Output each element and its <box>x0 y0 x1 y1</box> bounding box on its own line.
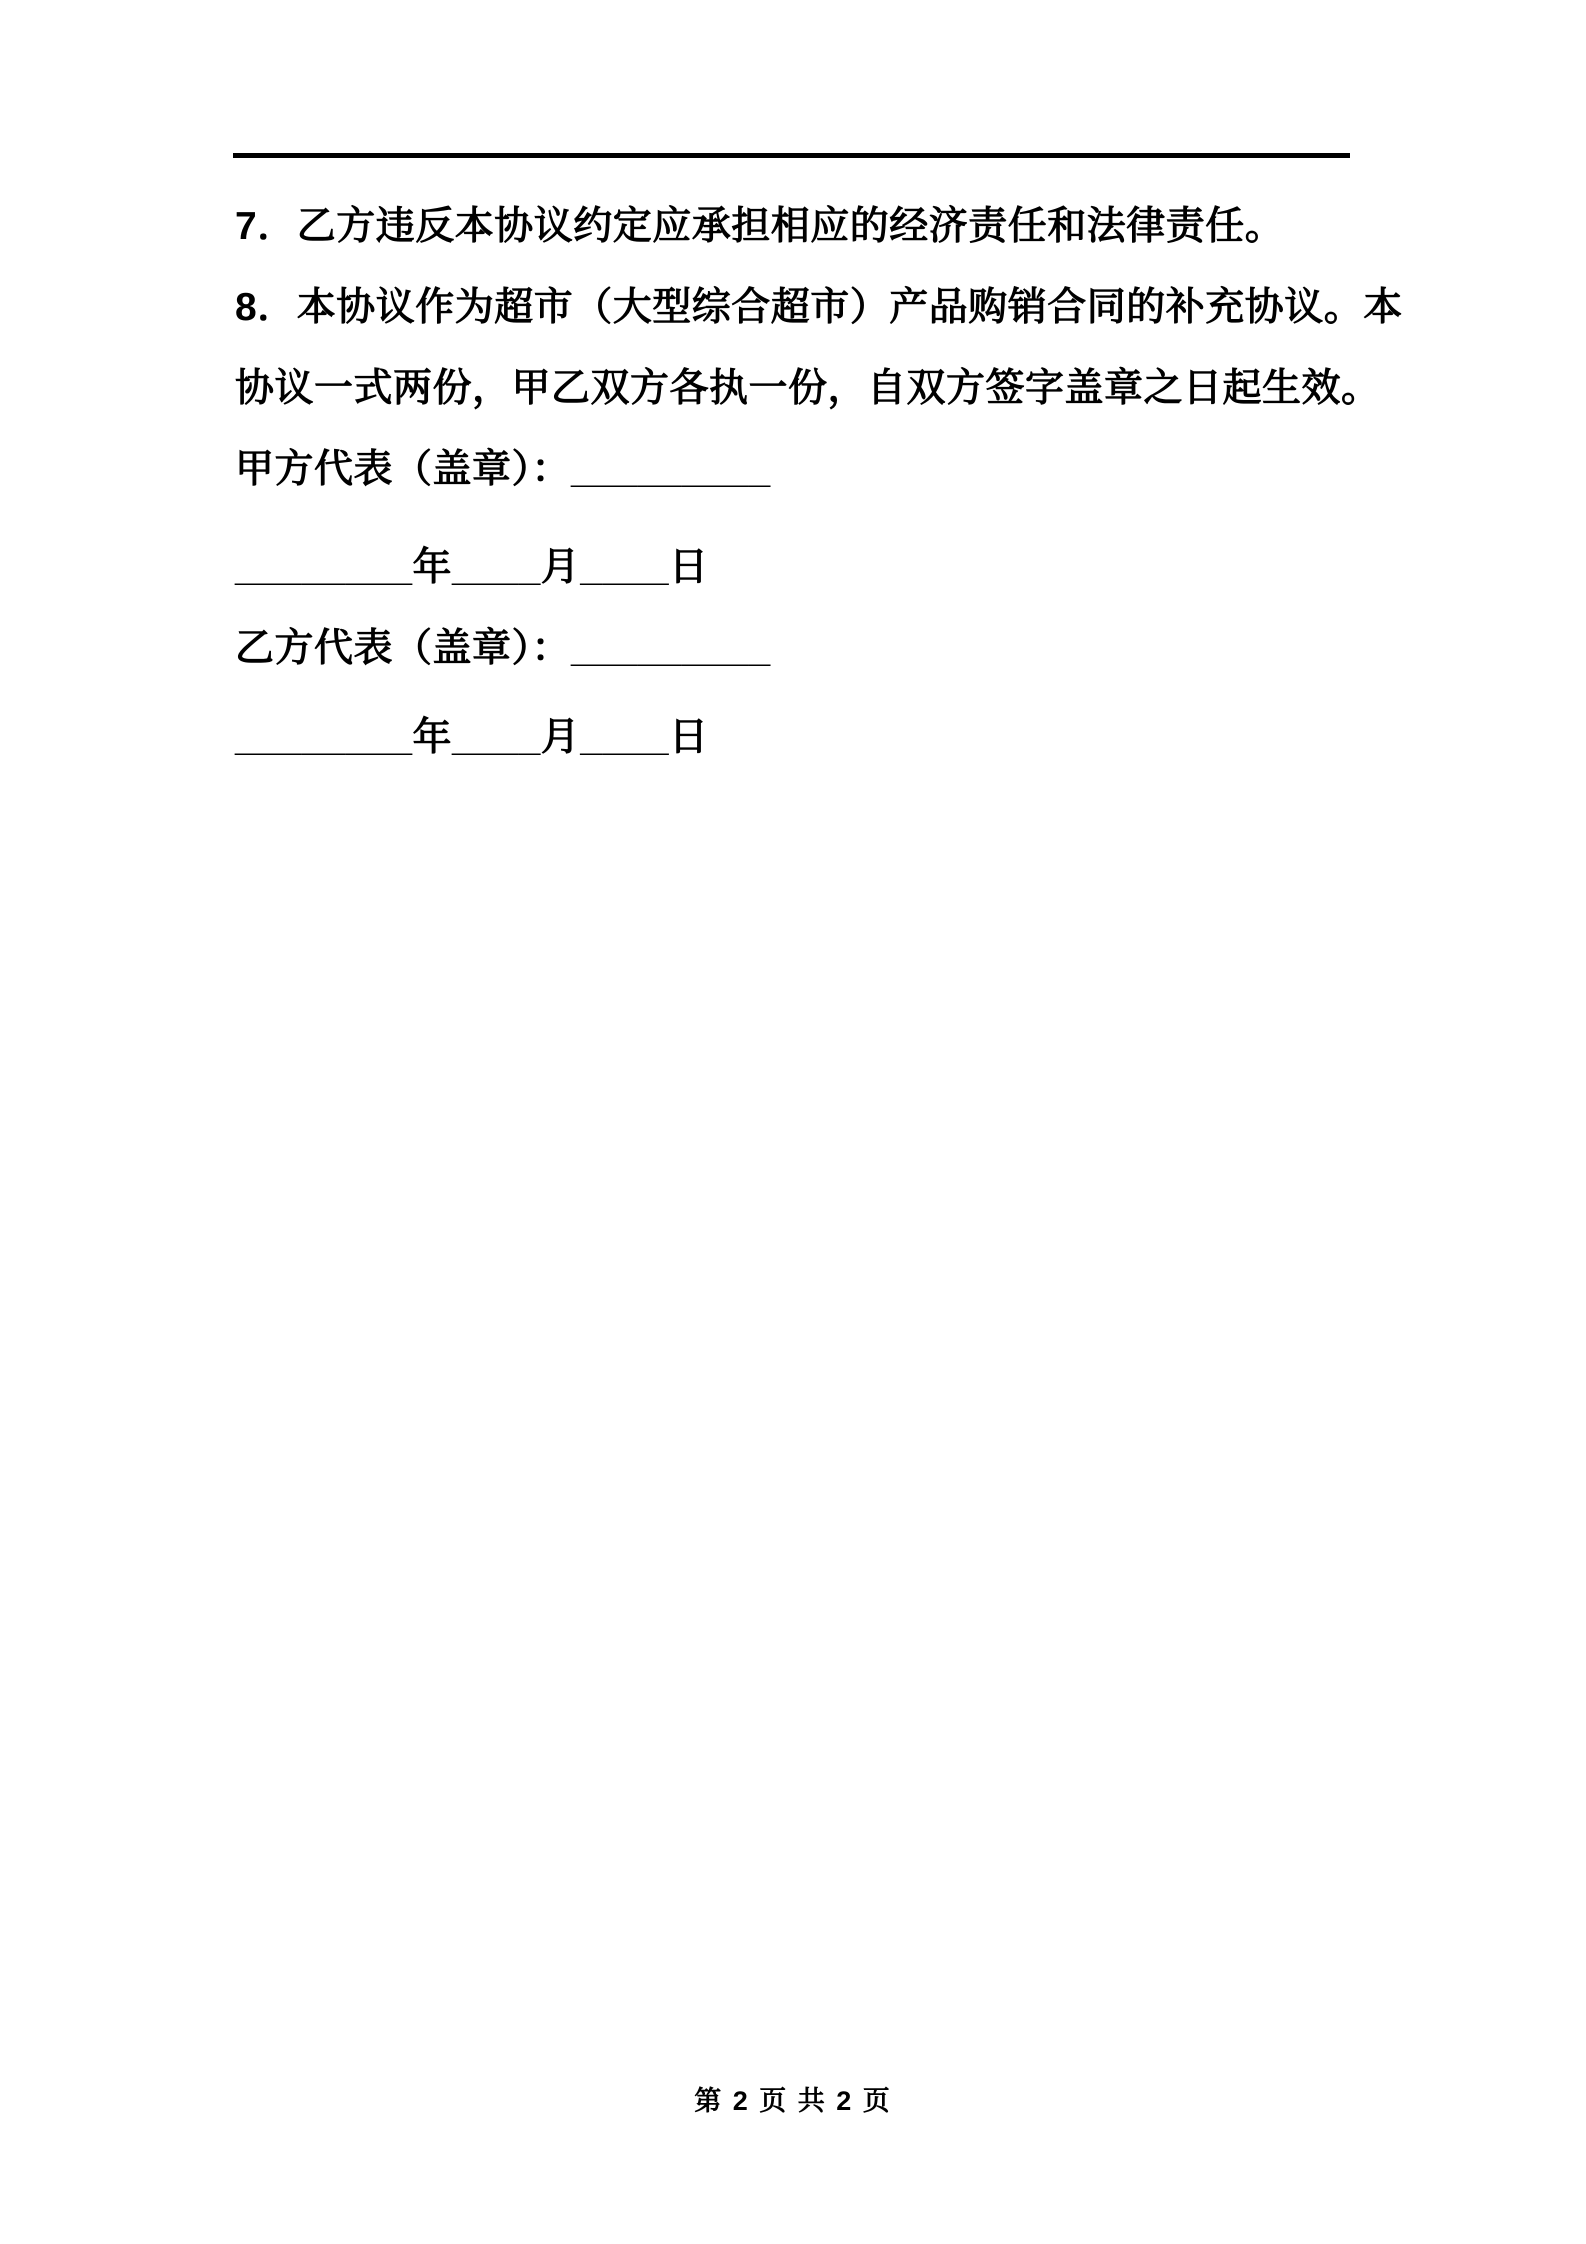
header-divider-rule <box>233 153 1350 158</box>
clause-7-text: 7．乙方违反本协议约定应承担相应的经济责任和法律责任。 <box>235 205 1285 248</box>
party-b-signature-line: 乙方代表（盖章）：_________ <box>235 627 771 670</box>
page-footer <box>0 2084 1586 2118</box>
document-body <box>235 186 1403 778</box>
page-number-label: 第 2 页 共 2 页 <box>694 2086 892 2116</box>
party-a-date-line: ________年____月____日 <box>235 546 709 589</box>
party-a-signature-line: 甲方代表（盖章）：_________ <box>235 448 771 491</box>
clause-8-text-line-1: 8．本协议作为超市（大型综合超市）产品购销合同的补充协议。本 <box>235 286 1403 329</box>
party-b-date-line: ________年____月____日 <box>235 716 709 759</box>
clause-8-text-line-2: 协议一式两份，甲乙双方各执一份，自双方签字盖章之日起生效。 <box>235 367 1381 410</box>
